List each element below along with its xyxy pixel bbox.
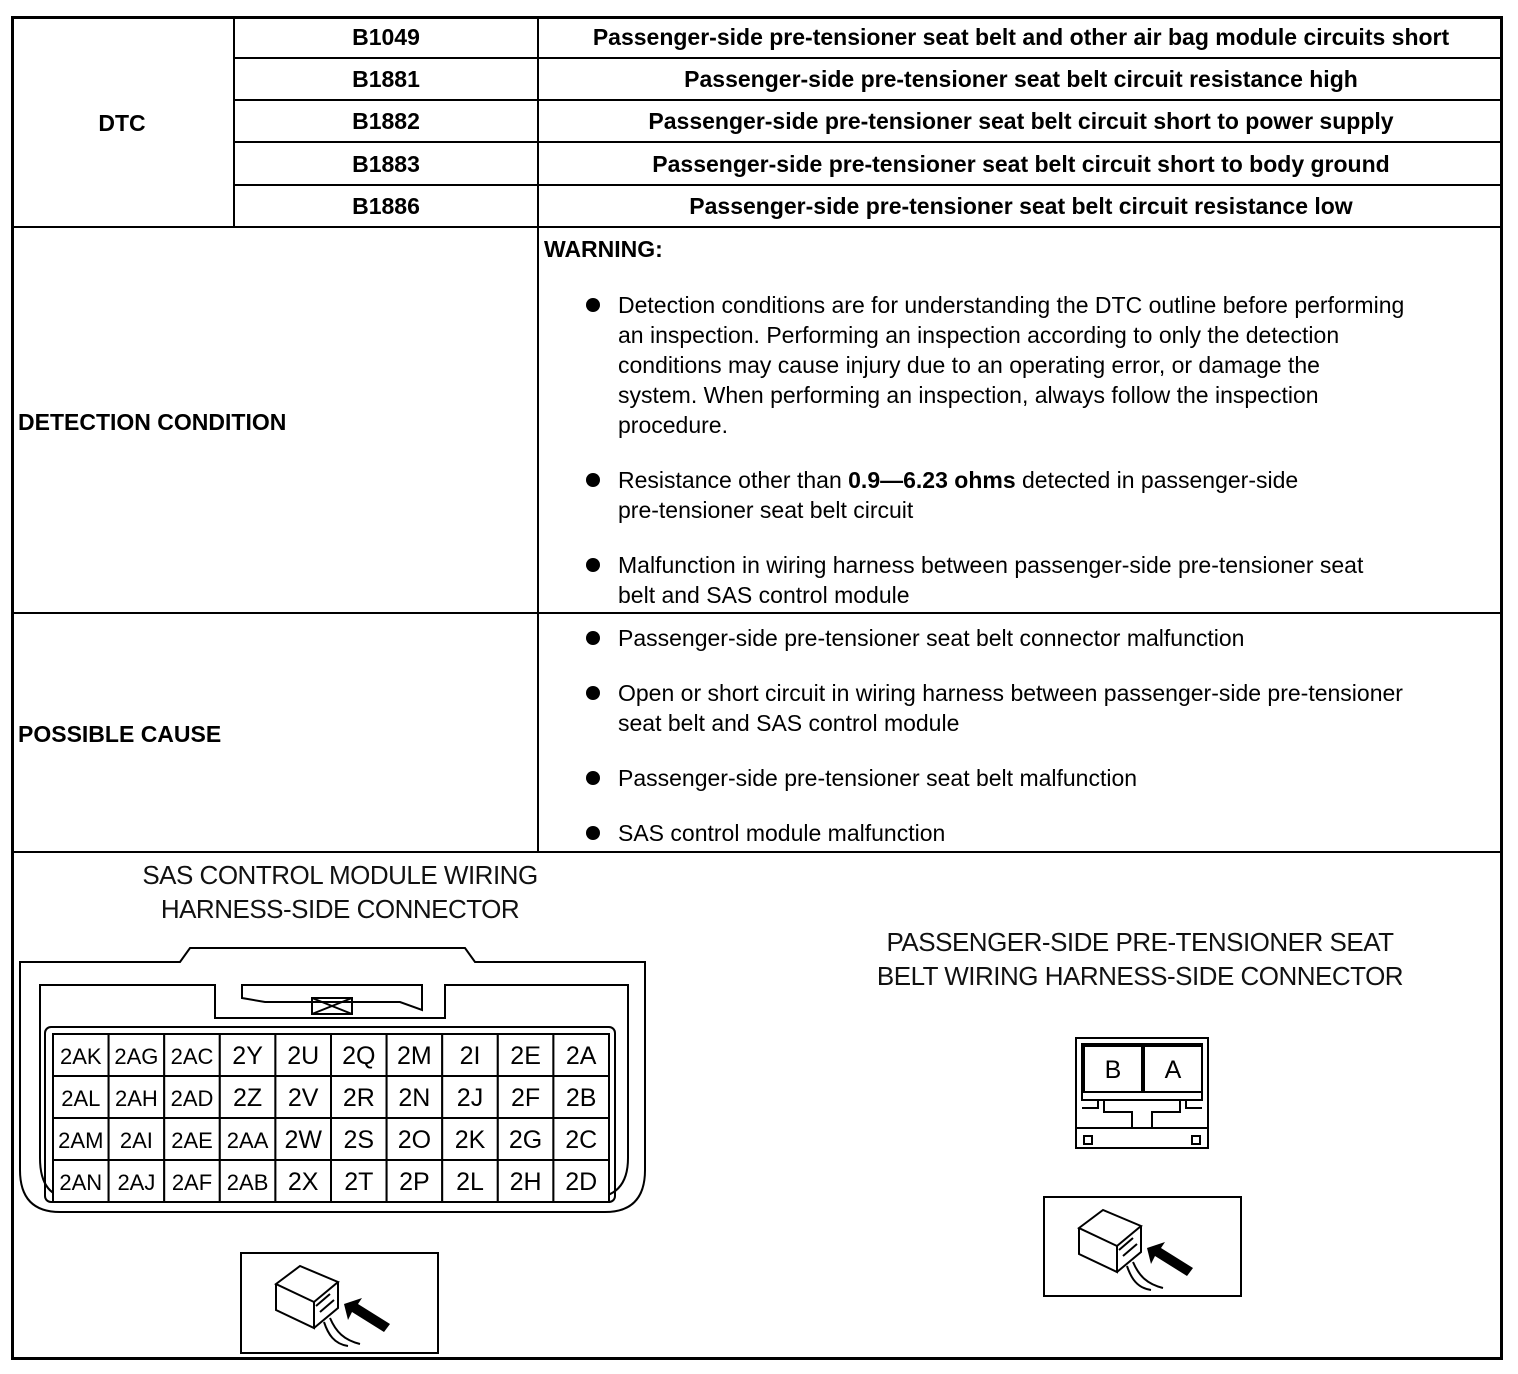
pin-label: 2K — [454, 1126, 486, 1154]
bullet-icon — [586, 631, 600, 645]
pin-label: 2L — [456, 1168, 484, 1196]
pin-label: 2W — [284, 1126, 322, 1154]
bullet-icon — [586, 558, 600, 572]
pin-label: 2AC — [170, 1044, 214, 1069]
bullet-icon — [586, 686, 600, 700]
bullet-icon — [586, 298, 600, 312]
detection-condition-label: DETECTION CONDITION — [18, 409, 287, 435]
dtc-code: B1881 — [352, 66, 420, 92]
pin-label: 2AL — [61, 1086, 101, 1111]
harness-side-view-icon — [240, 1252, 440, 1356]
pin-label: 2C — [565, 1126, 598, 1154]
dtc-code: B1882 — [352, 108, 420, 134]
cause-bullet-1: Passenger-side pre-tensioner seat belt connector malfunction — [618, 625, 1245, 651]
pin-label: 2AK — [60, 1044, 102, 1069]
pin-label: B — [1104, 1056, 1122, 1084]
rule-detection-end — [11, 612, 1503, 614]
bullet-icon — [586, 771, 600, 785]
resistance-spec: 0.9—6.23 ohms — [848, 467, 1016, 493]
dtc-code: B1886 — [352, 193, 420, 219]
pin-label: 2AM — [58, 1128, 104, 1153]
pin-label: 2B — [565, 1084, 597, 1112]
pin-label: 2J — [456, 1084, 484, 1112]
pin-label: 2A — [565, 1042, 597, 1070]
cause-bullet-3: Passenger-side pre-tensioner seat belt malfunction — [618, 765, 1138, 791]
dtc-description: Passenger-side pre-tensioner seat belt circuit short to power supply — [648, 108, 1394, 134]
pin-label: 2Q — [342, 1042, 376, 1070]
pin-label: 2S — [343, 1126, 375, 1154]
pin-label: 2Y — [232, 1042, 263, 1070]
dtc-description: Passenger-side pre-tensioner seat belt circuit short to body ground — [652, 151, 1390, 177]
pin-label: A — [1164, 1056, 1182, 1084]
pin-label: 2AG — [114, 1044, 159, 1069]
pin-label: 2N — [398, 1084, 431, 1112]
warning-label: WARNING: — [544, 236, 663, 262]
pin-label: 2AJ — [117, 1170, 156, 1195]
pin-label: 2AA — [226, 1128, 269, 1153]
possible-cause-label: POSSIBLE CAUSE — [18, 721, 222, 747]
sas-connector-title: SAS CONTROL MODULE WIRING HARNESS-SIDE CONNECTOR — [142, 860, 538, 924]
pretensioner-connector-title: PASSENGER-SIDE PRE-TENSIONER SEAT BELT WIRING HARNESS-SIDE CONNECTOR — [876, 927, 1404, 991]
pin-label: 2AB — [226, 1170, 269, 1195]
dtc-code: B1883 — [352, 151, 420, 177]
pin-label: 2AD — [170, 1086, 214, 1111]
pin-label: 2X — [287, 1168, 319, 1196]
pin-label: 2M — [397, 1042, 432, 1070]
pin-label: 2T — [344, 1168, 374, 1196]
detection-bullet-1: Detection conditions are for understanding the DTC outline before performing an inspection. Performing an inspection according to only the detection conditions may cause injury due to an operating error, or damage the system. When performing an inspection, always follow the inspection procedure. — [618, 292, 1405, 438]
pin-label: 2G — [508, 1126, 543, 1154]
pin-label: 2D — [565, 1168, 598, 1196]
sas-connector-diagram — [0, 930, 670, 1230]
pin-label: 2AI — [119, 1128, 153, 1153]
cause-bullet-2: Open or short circuit in wiring harness between passenger-side pre-tensioner seat belt and SAS control module — [618, 680, 1403, 736]
pin-label: 2E — [510, 1042, 541, 1070]
harness-side-view-icon — [1043, 1196, 1243, 1298]
pin-label: 2AN — [59, 1170, 103, 1195]
pin-label: 2AH — [115, 1086, 158, 1111]
bullet-icon — [586, 826, 600, 840]
pin-label: 2Z — [233, 1084, 263, 1112]
pin-label: 2P — [399, 1168, 430, 1196]
pin-label: 2V — [287, 1084, 319, 1112]
rule-cause-end — [11, 851, 1503, 853]
dtc-description: Passenger-side pre-tensioner seat belt circuit resistance low — [689, 193, 1353, 219]
dtc-label: DTC — [98, 110, 146, 136]
pin-label: 2H — [509, 1168, 542, 1196]
detection-bullet-2: Resistance other than 0.9—6.23 ohms detected in passenger-side pre-tensioner seat belt circuit — [618, 467, 1299, 523]
pretensioner-connector-diagram — [1070, 1032, 1220, 1154]
pin-label: 2I — [459, 1042, 481, 1070]
pin-label: 2AE — [171, 1128, 213, 1153]
pin-label: 2F — [511, 1084, 541, 1112]
pin-label: 2O — [397, 1126, 432, 1154]
pin-label: 2U — [287, 1042, 320, 1070]
dtc-code: B1049 — [352, 24, 420, 50]
detection-bullet-3: Malfunction in wiring harness between passenger-side pre-tensioner seat belt and SAS control module — [618, 552, 1364, 608]
bullet-icon — [586, 473, 600, 487]
cause-bullet-4: SAS control module malfunction — [618, 820, 946, 846]
dtc-description: Passenger-side pre-tensioner seat belt circuit resistance high — [684, 66, 1358, 92]
pin-label: 2R — [342, 1084, 375, 1112]
dtc-description: Passenger-side pre-tensioner seat belt and other air bag module circuits short — [592, 24, 1450, 50]
pin-label: 2AF — [171, 1170, 213, 1195]
